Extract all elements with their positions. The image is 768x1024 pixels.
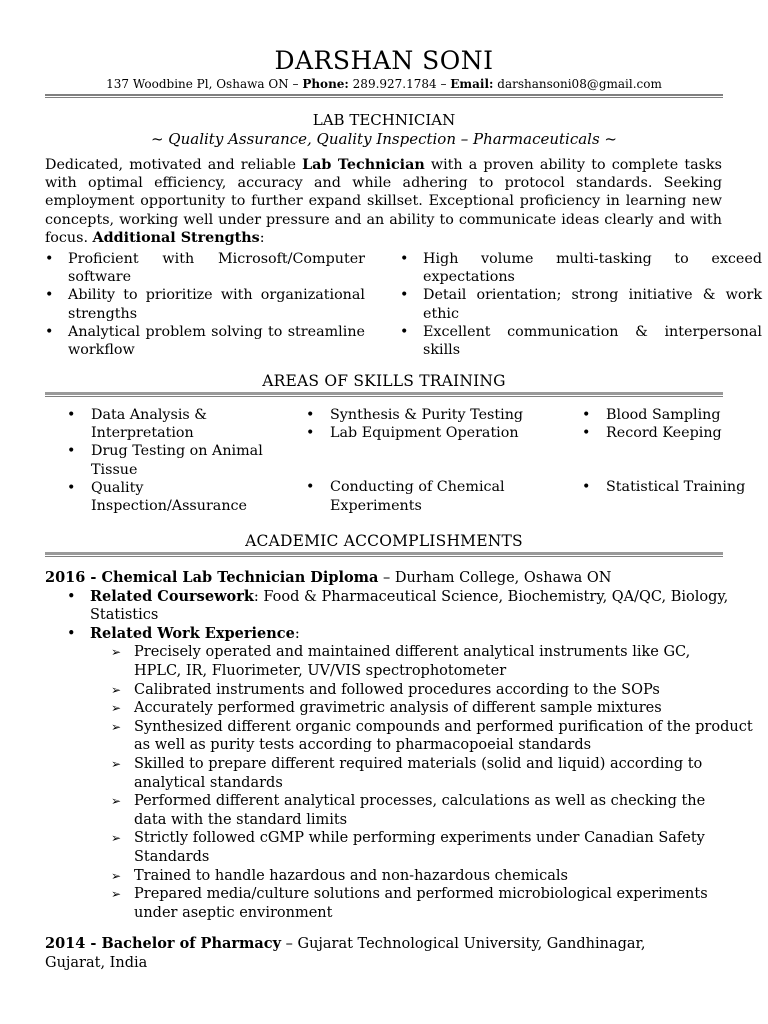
skill-item <box>582 424 762 442</box>
bullet-icon: • <box>67 588 76 605</box>
work-experience-item <box>45 625 745 644</box>
bullet-icon: • <box>400 251 409 267</box>
experience-text: Accurately performed gravimetric analysis of different sample mixtures <box>134 700 662 717</box>
skill-text: Quality Inspection/Assurance <box>91 479 248 515</box>
skill-text: Drug Testing on Animal Tissue <box>91 443 263 478</box>
skill-text: Data Analysis & Interpretation <box>91 407 208 442</box>
experience-item <box>45 755 734 792</box>
skill-text: Blood Sampling <box>606 407 721 423</box>
coursework-item <box>45 588 730 625</box>
skill-text: Synthesis & Purity Testing <box>330 407 524 423</box>
strength-item <box>400 323 762 359</box>
academic-divider <box>45 552 723 557</box>
bullet-icon: • <box>400 287 409 304</box>
skill-text: Conducting of Chemical Experiments <box>330 479 505 514</box>
bullet-icon: • <box>45 287 54 304</box>
experience-text: Trained to handle hazardous and non-hazardous chemicals <box>134 867 568 884</box>
experience-text: Skilled to prepare different required materials (solid and liquid) according to analytical standards <box>134 755 703 791</box>
skill-item <box>582 478 762 496</box>
skill-item <box>67 479 292 515</box>
bullet-icon: • <box>67 625 76 642</box>
colon: : <box>294 625 300 642</box>
education-entry-bachelor <box>45 935 685 972</box>
summary-text: : <box>259 229 265 246</box>
arrow-bullet-icon: ➢ <box>111 794 122 809</box>
skill-item <box>67 442 292 478</box>
bullet-icon: • <box>582 425 591 442</box>
experience-item <box>45 885 714 922</box>
strength-text: Detail orientation; strong initiative & work ethic <box>423 287 762 322</box>
skills-section-title: AREAS OF SKILLS TRAINING <box>262 372 506 390</box>
skill-text: Record Keeping <box>606 425 722 442</box>
skill-item <box>306 406 546 424</box>
summary-highlight: Lab Technician <box>302 157 425 173</box>
skill-text: Lab Equipment Operation <box>330 425 519 442</box>
arrow-bullet-icon: ➢ <box>111 868 122 883</box>
strength-text: Ability to prioritize with organizational strengths <box>68 287 365 322</box>
summary-text: with a proven ability to complete tasks with optimal efficiency, accuracy and while adhering to protocol standards. Seeking employment opportunity to further expand skillset. Exceptional proficiency in learning new concepts, working well under pressure and an ability to communicate ideas clearly and with focus. <box>45 157 722 246</box>
strength-item <box>400 286 762 322</box>
skill-item <box>67 406 292 442</box>
experience-text: Strictly followed cGMP while performing experiments under Canadian Safety Standards <box>134 830 705 865</box>
skill-item <box>306 424 546 442</box>
address: 137 Woodbine Pl, Oshawa ON – <box>106 77 303 91</box>
strengths-right-column <box>400 250 762 359</box>
experience-item <box>45 643 734 680</box>
arrow-bullet-icon: ➢ <box>111 645 122 660</box>
bullet-icon: • <box>306 479 315 496</box>
experience-text: Precisely operated and maintained different analytical instruments like GC, HPLC, IR, Fluorimeter, UV/VIS spectrophotometer <box>134 644 691 679</box>
experience-item <box>45 829 734 866</box>
bullet-icon: • <box>67 479 76 496</box>
arrow-bullet-icon: ➢ <box>111 887 122 902</box>
additional-strengths-label: Additional Strengths <box>92 229 260 246</box>
coursework-label: Related Coursework <box>90 587 254 605</box>
candidate-name: DARSHAN SONI <box>274 46 494 75</box>
academic-section-title: ACADEMIC ACCOMPLISHMENTS <box>245 532 523 550</box>
bullet-icon: • <box>67 443 76 460</box>
bullet-icon: • <box>582 407 591 423</box>
experience-item <box>45 699 754 718</box>
skill-item <box>582 406 762 424</box>
degree-title: 2014 - Bachelor of Pharmacy <box>45 935 282 952</box>
bullet-icon: • <box>45 251 54 267</box>
skills-column-1 <box>67 406 292 515</box>
strength-text: Proficient with Microsoft/Computer software <box>68 251 365 286</box>
experience-item <box>45 792 734 829</box>
phone-number: 289.927.1784 – <box>348 77 451 91</box>
bullet-icon: • <box>45 323 54 340</box>
skills-column-3 <box>582 406 762 497</box>
objective-role: LAB TECHNICIAN <box>312 111 456 129</box>
bullet-icon: • <box>306 407 315 423</box>
education-heading <box>45 569 745 588</box>
experience-item <box>45 681 754 700</box>
strength-text: Excellent communication & interpersonal skills <box>423 323 762 359</box>
degree-title: 2016 - Chemical Lab Technician Diploma <box>45 569 379 586</box>
experience-text: Prepared media/culture solutions and performed microbiological experiments under aseptic environment <box>134 886 708 921</box>
bullet-icon: • <box>582 479 591 496</box>
bullet-icon: • <box>306 425 315 442</box>
institution: – Gujarat Technological University, Gandhinagar, Gujarat, India <box>45 936 646 971</box>
work-experience-list <box>45 643 753 922</box>
skills-column-2 <box>306 406 546 515</box>
strength-item <box>45 286 365 322</box>
summary-text: Dedicated, motivated and reliable <box>45 157 303 173</box>
arrow-bullet-icon: ➢ <box>111 831 122 846</box>
arrow-bullet-icon: ➢ <box>111 756 122 771</box>
objective-tagline: ~ Quality Assurance, Quality Inspection – Pharmaceuticals ~ <box>150 130 618 148</box>
experience-text: Performed different analytical processes, calculations as well as checking the data with the standard limits <box>134 793 706 828</box>
email-address: darshansoni08@gmail.com <box>493 77 662 91</box>
strength-text: Analytical problem solving to streamline workflow <box>68 323 365 359</box>
institution: – Durham College, Oshawa ON <box>378 570 612 586</box>
strength-item <box>400 250 762 286</box>
bullet-icon: • <box>400 323 409 340</box>
arrow-bullet-icon: ➢ <box>111 719 122 734</box>
coursework-text: : Food & Pharmaceutical Science, Biochemistry, QA/QC, Biology, Statistics <box>90 588 729 624</box>
skill-item <box>306 478 546 514</box>
phone-label: Phone: <box>302 77 349 91</box>
strength-item <box>45 323 365 359</box>
experience-text: Synthesized different organic compounds and performed purification of the product as well as purity tests according to pharmacopoeial standards <box>134 718 753 754</box>
professional-summary <box>45 156 722 247</box>
header-divider <box>45 94 723 98</box>
arrow-bullet-icon: ➢ <box>111 682 122 697</box>
education-entry-diploma <box>45 569 753 922</box>
skills-divider <box>45 392 723 397</box>
skill-text: Statistical Training <box>606 479 746 496</box>
strength-text: High volume multi-tasking to exceed expectations <box>423 251 762 286</box>
strength-item <box>45 250 365 286</box>
strengths-left-column <box>45 250 365 359</box>
experience-item <box>45 867 734 886</box>
email-label: Email: <box>450 77 494 91</box>
experience-item <box>45 718 754 755</box>
contact-line <box>0 77 768 92</box>
arrow-bullet-icon: ➢ <box>111 701 122 716</box>
bullet-icon: • <box>67 407 76 423</box>
work-experience-label: Related Work Experience <box>90 624 295 642</box>
experience-text: Calibrated instruments and followed procedures according to the SOPs <box>134 681 660 698</box>
